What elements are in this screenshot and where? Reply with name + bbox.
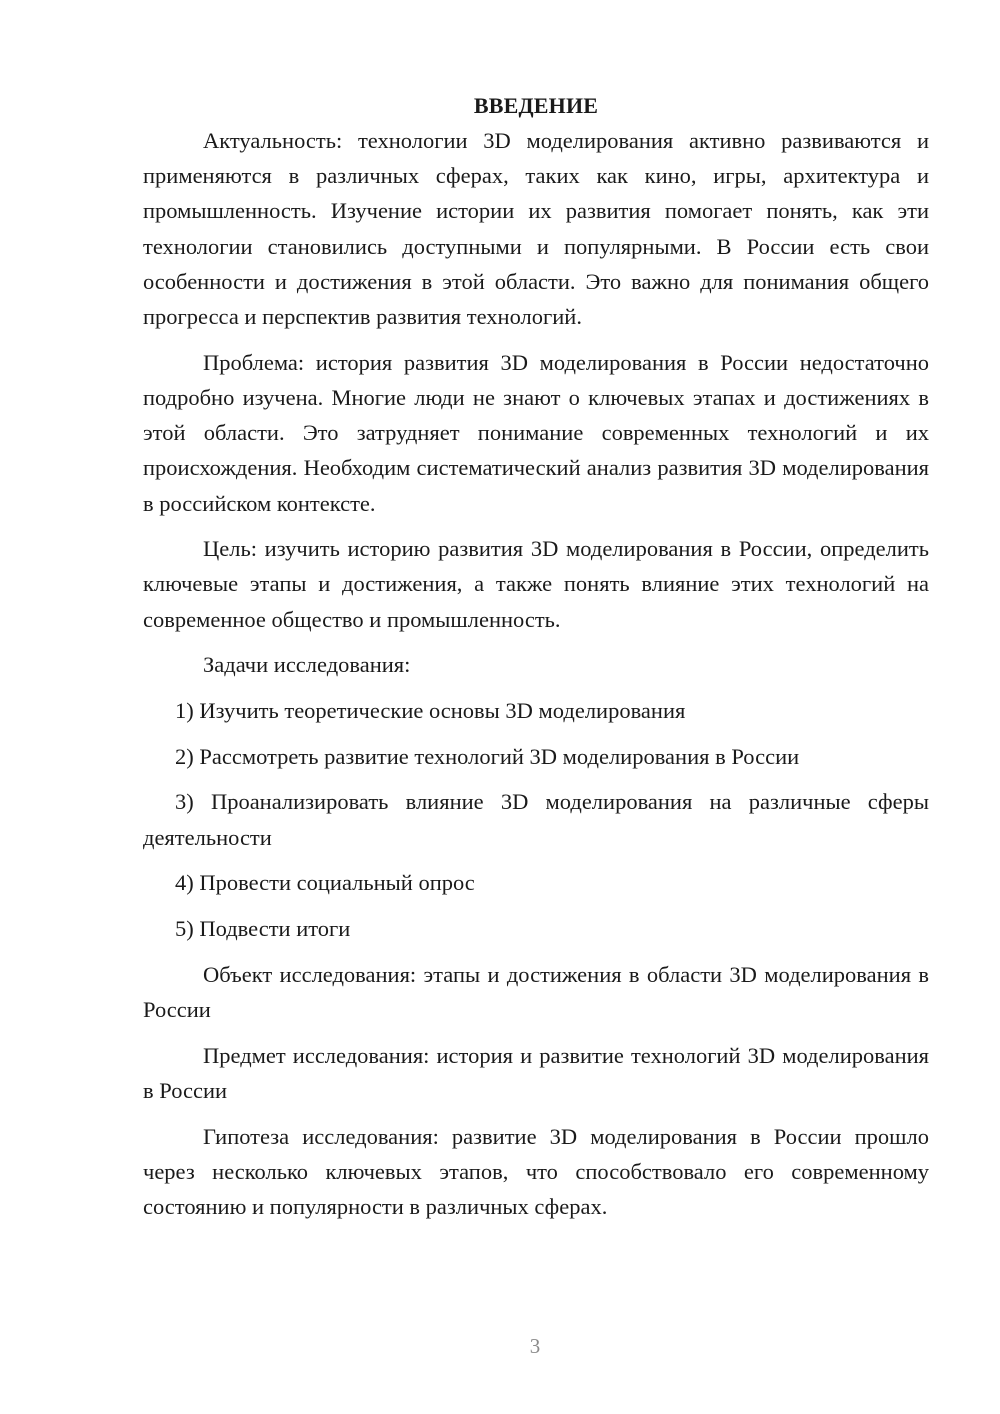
relevance-paragraph: Актуальность: технологии 3D моделирования активно развиваются и применяются в различных сферах, таких как кино, игры, архитектура и промышленность. Изучение истории их развития помогает понять, как эти технологии становились доступными и популярными. В России есть свои особенности и достижения в этой области. Это важно для понимания общего прогресса и перспектив развития технологий. [143,128,929,330]
task-item-5: 5) Подвести итоги [175,916,351,942]
object-paragraph: Объект исследования: этапы и достижения в области 3D моделирования в России [143,961,929,1022]
document-page [143,88,929,1235]
goal-paragraph: Цель: изучить историю развития 3D моделирования в России, определить ключевые этапы и достижения, а также понять влияние этих технологий на современное общество и промышленность. [143,536,929,632]
page-title: ВВЕДЕНИЕ [473,93,599,118]
hypothesis-paragraph: Гипотеза исследования: развитие 3D моделирования в России прошло через несколько ключевых этапов, что способствовало его современному состоянию и популярности в различных сферах. [143,1123,929,1219]
task-item-3: 3) Проанализировать влияние 3D моделирования на различные сферы деятельности [143,789,929,850]
task-item-4: 4) Провести социальный опрос [175,870,475,896]
problem-paragraph: Проблема: история развития 3D моделирования в России недостаточно подробно изучена. Многие люди не знают о ключевых этапах и достижениях в этой области. Это затрудняет понимание современных технологий и их происхождения. Необходим систематический анализ развития 3D моделирования в российском контексте. [143,349,929,516]
page-number: 3 [529,1334,541,1358]
subject-paragraph: Предмет исследования: история и развитие технологий 3D моделирования в России [143,1042,929,1103]
tasks-heading: Задачи исследования: [203,652,411,678]
task-item-2: 2) Рассмотреть развитие технологий 3D моделирования в России [175,743,800,769]
task-item-1: 1) Изучить теоретические основы 3D моделирования [175,698,686,724]
